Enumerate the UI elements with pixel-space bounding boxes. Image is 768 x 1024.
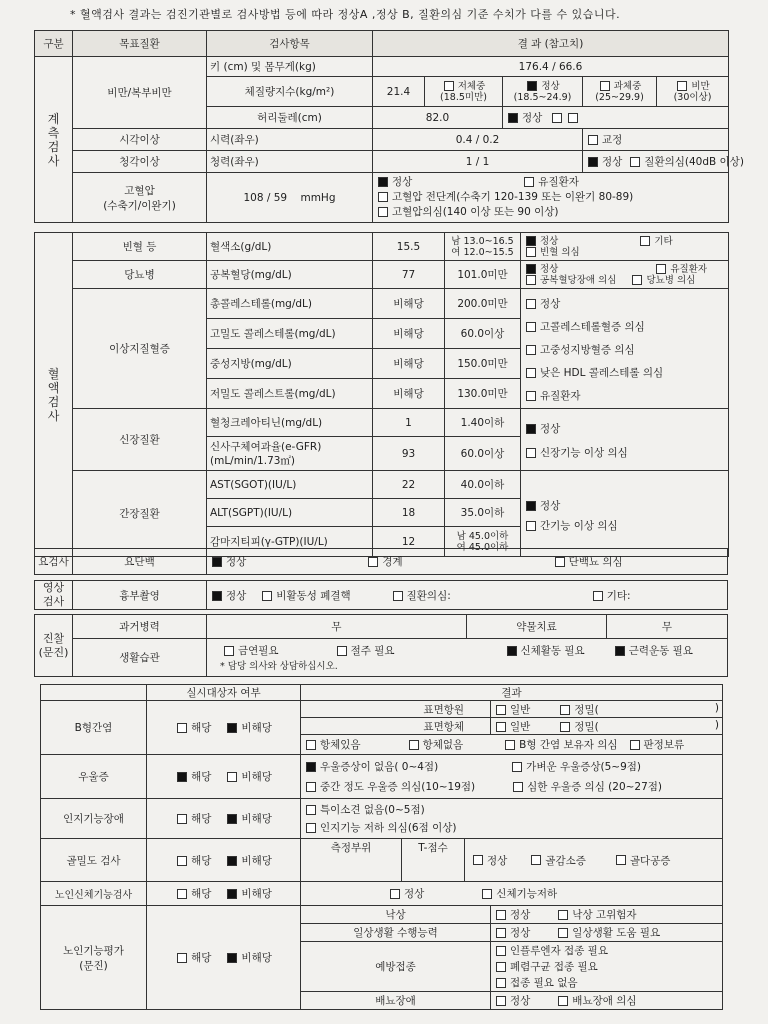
disease-proteinuria: 요단백 bbox=[73, 549, 207, 575]
checkbox[interactable] bbox=[473, 855, 483, 865]
ref-creatinine: 1.40이하 bbox=[445, 409, 521, 437]
checkbox[interactable] bbox=[558, 910, 568, 920]
checkbox[interactable] bbox=[526, 391, 536, 401]
checkbox[interactable] bbox=[640, 236, 650, 246]
lifestyle-options: 금연필요 절주 필요 신체활동 필요 근력운동 필요 * 담당 의사와 상담하십시오. bbox=[207, 639, 728, 677]
disease-chest-xray: 흉부촬영 bbox=[73, 581, 207, 610]
checkbox[interactable] bbox=[630, 157, 640, 167]
checkbox-checked[interactable] bbox=[306, 762, 316, 772]
header-eligibility: 실시대상자 여부 bbox=[147, 685, 301, 701]
checkbox-checked[interactable] bbox=[212, 591, 222, 601]
ref-ldl: 130.0미만 bbox=[445, 379, 521, 409]
vaccination-options: 인플루엔자 접종 필요 폐렴구균 접종 필요 접종 필요 없음 bbox=[491, 942, 723, 992]
value-glucose: 77 bbox=[373, 261, 445, 289]
hbsab-options: 일반 정밀( ) bbox=[491, 718, 723, 735]
checkbox[interactable] bbox=[337, 646, 347, 656]
disease-elderly-physical: 노인신체기능검사 bbox=[41, 882, 147, 906]
checkbox-checked[interactable] bbox=[227, 856, 237, 866]
value-hearing: 1 / 1 bbox=[373, 151, 583, 173]
checkbox-checked[interactable] bbox=[526, 501, 536, 511]
checkbox[interactable] bbox=[555, 557, 565, 567]
checkbox[interactable] bbox=[630, 740, 640, 750]
checkbox[interactable] bbox=[505, 740, 515, 750]
label-total-chol: 총콜레스테롤(mg/dL) bbox=[207, 289, 373, 319]
disease-hepatitis-b: B형간염 bbox=[41, 701, 147, 755]
label-egfr: 신사구체여과율(e-GFR) (mL/min/1.73㎡) bbox=[207, 437, 373, 471]
label-ggt: 감마지티피(γ-GTP)(IU/L) bbox=[207, 527, 373, 557]
hepb-eligibility: 해당 비해당 bbox=[147, 701, 301, 755]
checkbox[interactable] bbox=[524, 177, 534, 187]
value-ldl: 비해당 bbox=[373, 379, 445, 409]
ref-ast: 40.0이하 bbox=[445, 471, 521, 499]
value-bmi: 21.4 bbox=[373, 77, 425, 107]
label-vision: 시력(좌우) bbox=[207, 129, 373, 151]
value-bp: 108 / 59 mmHg bbox=[207, 173, 373, 223]
checkbox[interactable] bbox=[600, 81, 610, 91]
disease-hearing: 청각이상 bbox=[73, 151, 207, 173]
label-vaccination: 예방접종 bbox=[301, 942, 491, 992]
depression-options: 우울증상이 없음( 0~4점) 가벼운 우울증상(5~9점) 중간 정도 우울증 의심(10~19점) 심한 우울증 의심 (20~27점) bbox=[301, 755, 723, 799]
section-blood: 혈액검사 bbox=[35, 233, 73, 557]
anemia-options: 정상 기타 빈혈 의심 bbox=[521, 233, 729, 261]
bmi-normal: 정상 (18.5~24.9) bbox=[503, 77, 583, 107]
label-hdl: 고밀도 콜레스테롤(mg/dL) bbox=[207, 319, 373, 349]
disease-dyslipidemia: 이상지질혈증 bbox=[73, 289, 207, 409]
label-urination: 배뇨장애 bbox=[301, 992, 491, 1010]
checkbox[interactable] bbox=[616, 855, 626, 865]
disease-hypertension: 고혈압 (수축기/이완기) bbox=[73, 173, 207, 223]
hepb-result-options: 항체있음 항체없음 B형 간염 보유자 의심 판정보류 bbox=[301, 735, 723, 755]
checkbox[interactable] bbox=[560, 722, 570, 732]
checkbox-checked[interactable] bbox=[526, 264, 536, 274]
value-hemoglobin: 15.5 bbox=[373, 233, 445, 261]
physical-options: 정상 신체기능저하 bbox=[301, 882, 723, 906]
section-measurement: 계측검사 bbox=[35, 57, 73, 223]
imaging-options: 정상 비활동성 폐결핵 질환의심: 기타: bbox=[207, 581, 728, 610]
label-medication: 약물치료 bbox=[467, 615, 607, 639]
checkbox-checked[interactable] bbox=[507, 646, 517, 656]
checkbox-checked[interactable] bbox=[526, 236, 536, 246]
checkbox-checked[interactable] bbox=[527, 81, 537, 91]
bmi-overweight: 과체중 (25~29.9) bbox=[583, 77, 657, 107]
adl-options: 정상 일상생활 도움 필요 bbox=[491, 924, 723, 942]
value-ast: 22 bbox=[373, 471, 445, 499]
label-ast: AST(SGOT)(IU/L) bbox=[207, 471, 373, 499]
cognitive-options: 특이소견 없음(0~5점) 인지기능 저하 의심(6점 이상) bbox=[301, 799, 723, 839]
checkbox[interactable] bbox=[482, 889, 492, 899]
checkbox-checked[interactable] bbox=[615, 646, 625, 656]
hbsag-options: 일반 정밀( ) bbox=[491, 701, 723, 718]
checkbox[interactable] bbox=[393, 591, 403, 601]
vision-option: 교정 bbox=[583, 129, 729, 151]
bone-options: 정상 골감소증 골다공증 bbox=[465, 839, 722, 881]
checkbox[interactable] bbox=[496, 928, 506, 938]
checkbox[interactable] bbox=[526, 275, 536, 285]
checkbox[interactable] bbox=[526, 368, 536, 378]
header-result: 결 과 (참고치) bbox=[373, 31, 729, 57]
checkbox[interactable] bbox=[177, 953, 187, 963]
checkbox[interactable] bbox=[177, 814, 187, 824]
checkbox[interactable] bbox=[496, 946, 506, 956]
checkbox[interactable] bbox=[378, 207, 388, 217]
kidney-options: 정상 신장기능 이상 의심 bbox=[521, 409, 729, 471]
label-height-weight: 키 (cm) 및 몸무게(kg) bbox=[207, 57, 373, 77]
checkbox[interactable] bbox=[496, 996, 506, 1006]
lipid-options: 정상 고콜레스테롤혈증 의심 고중성지방혈증 의심 낮은 HDL 콜레스테롤 의심 유질환자 bbox=[521, 289, 729, 409]
liver-options: 정상 간기능 이상 의심 bbox=[521, 471, 729, 557]
ref-hemoglobin: 남 13.0~16.5 여 12.0~15.5 bbox=[445, 233, 521, 261]
value-medication: 무 bbox=[607, 615, 728, 639]
checkbox-checked[interactable] bbox=[177, 772, 187, 782]
checkbox[interactable] bbox=[306, 805, 316, 815]
value-waist: 82.0 bbox=[373, 107, 503, 129]
elderly-eligibility: 해당 비해당 bbox=[147, 906, 301, 1010]
checkbox[interactable] bbox=[531, 855, 541, 865]
value-height-weight: 176.4 / 66.6 bbox=[373, 57, 729, 77]
disease-anemia: 빈혈 등 bbox=[73, 233, 207, 261]
bp-options: 정상 유질환자 고혈압 전단계(수축기 120-139 또는 이완기 80-89) 고혈압의심(140 이상 또는 90 이상) bbox=[373, 173, 729, 223]
ref-alt: 35.0이하 bbox=[445, 499, 521, 527]
header-target-disease: 목표질환 bbox=[73, 31, 207, 57]
notice-text: * 혈액검사 결과는 검진기관별로 검사방법 등에 따라 정상A ,정상 B, 질환의심 기준 수치가 다를 수 있습니다. bbox=[70, 8, 621, 21]
checkbox[interactable] bbox=[177, 723, 187, 733]
additional-test-table bbox=[40, 684, 723, 1010]
label-hbsab: 표면항체 bbox=[301, 718, 491, 735]
imaging-table bbox=[34, 580, 728, 610]
disease-vision: 시각이상 bbox=[73, 129, 207, 151]
disease-depression: 우울증 bbox=[41, 755, 147, 799]
disease-obesity: 비만/복부비만 bbox=[73, 57, 207, 129]
checkbox[interactable] bbox=[496, 978, 506, 988]
checkbox[interactable] bbox=[444, 81, 454, 91]
label-measure-site: 측정부위 bbox=[301, 839, 402, 881]
value-egfr: 93 bbox=[373, 437, 445, 471]
header-blank bbox=[41, 685, 147, 701]
checkbox[interactable] bbox=[262, 591, 272, 601]
label-waist: 허리둘레(cm) bbox=[207, 107, 373, 129]
hearing-options: 정상 질환의심(40dB 이상) bbox=[583, 151, 729, 173]
label-t-score: T-점수 bbox=[402, 839, 465, 881]
value-hdl: 비해당 bbox=[373, 319, 445, 349]
label-hearing: 청력(좌우) bbox=[207, 151, 373, 173]
checkbox[interactable] bbox=[177, 856, 187, 866]
header-category: 구분 bbox=[35, 31, 73, 57]
checkbox[interactable] bbox=[526, 322, 536, 332]
checkbox[interactable] bbox=[306, 782, 316, 792]
disease-bone-density: 골밀도 검사 bbox=[41, 839, 147, 882]
consultation-table bbox=[34, 614, 728, 677]
checkbox[interactable] bbox=[378, 192, 388, 202]
value-triglyceride: 비해당 bbox=[373, 349, 445, 379]
urination-options: 정상 배뇨장애 의심 bbox=[491, 992, 723, 1010]
checkbox[interactable] bbox=[656, 264, 666, 274]
disease-elderly-function: 노인기능평가 (문진) bbox=[41, 906, 147, 1010]
checkbox[interactable] bbox=[526, 448, 536, 458]
waist-options: 정상 bbox=[503, 107, 729, 129]
measurement-table bbox=[34, 30, 744, 223]
checkbox[interactable] bbox=[409, 740, 419, 750]
disease-liver: 간장질환 bbox=[73, 471, 207, 557]
bone-result bbox=[301, 839, 723, 882]
label-creatinine: 혈청크레아티닌(mg/dL) bbox=[207, 409, 373, 437]
checkbox[interactable] bbox=[224, 646, 234, 656]
checkbox[interactable] bbox=[496, 962, 506, 972]
label-past-history: 과거병력 bbox=[73, 615, 207, 639]
label-hbsag: 표면항원 bbox=[301, 701, 491, 718]
value-creatinine: 1 bbox=[373, 409, 445, 437]
label-lifestyle: 생활습관 bbox=[73, 639, 207, 677]
section-imaging: 영상검사 bbox=[35, 581, 73, 610]
disease-kidney: 신장질환 bbox=[73, 409, 207, 471]
checkbox[interactable] bbox=[568, 113, 578, 123]
checkbox[interactable] bbox=[632, 275, 642, 285]
physical-eligibility: 해당 비해당 bbox=[147, 882, 301, 906]
section-consultation: 진찰(문진) bbox=[35, 615, 73, 677]
value-ggt: 12 bbox=[373, 527, 445, 557]
label-glucose: 공복혈당(mg/dL) bbox=[207, 261, 373, 289]
checkbox-checked[interactable] bbox=[227, 814, 237, 824]
checkbox-checked[interactable] bbox=[212, 557, 222, 567]
diabetes-options: 정상 유질환자 공복혈당장애 의심 당뇨병 의심 bbox=[521, 261, 729, 289]
bmi-underweight: 저체중 (18.5미만) bbox=[425, 77, 503, 107]
blood-test-table bbox=[34, 232, 729, 557]
urine-options: 정상 경계 단백뇨 의심 bbox=[207, 549, 728, 575]
ref-egfr: 60.0이상 bbox=[445, 437, 521, 471]
checkbox-checked[interactable] bbox=[227, 889, 237, 899]
checkbox[interactable] bbox=[552, 113, 562, 123]
label-bmi: 체질량지수(kg/m²) bbox=[207, 77, 373, 107]
value-alt: 18 bbox=[373, 499, 445, 527]
section-urine: 요검사 bbox=[35, 549, 73, 575]
checkbox-checked[interactable] bbox=[526, 424, 536, 434]
checkbox[interactable] bbox=[227, 772, 237, 782]
checkbox[interactable] bbox=[390, 889, 400, 899]
urine-table bbox=[34, 548, 728, 575]
consult-tip: * 담당 의사와 상담하십시오. bbox=[220, 660, 338, 672]
bmi-obese: 비만 (30이상) bbox=[657, 77, 729, 107]
checkbox[interactable] bbox=[306, 823, 316, 833]
checkbox[interactable] bbox=[526, 299, 536, 309]
checkbox[interactable] bbox=[513, 782, 523, 792]
cognitive-eligibility: 해당 비해당 bbox=[147, 799, 301, 839]
fall-options: 정상 낙상 고위험자 bbox=[491, 906, 723, 924]
label-hemoglobin: 혈색소(g/dL) bbox=[207, 233, 373, 261]
checkbox-checked[interactable] bbox=[227, 953, 237, 963]
checkbox-checked[interactable] bbox=[227, 723, 237, 733]
ref-ggt: 남 45.0이하 여 45.0이하 bbox=[445, 527, 521, 557]
checkbox[interactable] bbox=[677, 81, 687, 91]
checkbox-checked[interactable] bbox=[588, 157, 598, 167]
label-adl: 일상생활 수행능력 bbox=[301, 924, 491, 942]
checkbox[interactable] bbox=[526, 247, 536, 257]
ref-total-chol: 200.0미만 bbox=[445, 289, 521, 319]
value-total-chol: 비해당 bbox=[373, 289, 445, 319]
checkbox[interactable] bbox=[177, 889, 187, 899]
checkbox-checked[interactable] bbox=[378, 177, 388, 187]
checkbox[interactable] bbox=[306, 740, 316, 750]
value-past-history: 무 bbox=[207, 615, 467, 639]
checkbox[interactable] bbox=[558, 996, 568, 1006]
checkbox[interactable] bbox=[526, 345, 536, 355]
depression-eligibility: 해당 비해당 bbox=[147, 755, 301, 799]
checkbox[interactable] bbox=[512, 762, 522, 772]
label-ldl: 저밀도 콜레스트롤(mg/dL) bbox=[207, 379, 373, 409]
header-result-3: 결과 bbox=[301, 685, 723, 701]
bone-eligibility: 해당 비해당 bbox=[147, 839, 301, 882]
checkbox[interactable] bbox=[496, 722, 506, 732]
checkbox[interactable] bbox=[560, 705, 570, 715]
ref-hdl: 60.0이상 bbox=[445, 319, 521, 349]
disease-diabetes: 당뇨병 bbox=[73, 261, 207, 289]
checkbox[interactable] bbox=[368, 557, 378, 567]
checkbox[interactable] bbox=[496, 705, 506, 715]
label-alt: ALT(SGPT)(IU/L) bbox=[207, 499, 373, 527]
checkbox[interactable] bbox=[593, 591, 603, 601]
checkbox[interactable] bbox=[526, 521, 536, 531]
disease-cognitive: 인지기능장애 bbox=[41, 799, 147, 839]
checkbox-checked[interactable] bbox=[508, 113, 518, 123]
checkbox[interactable] bbox=[496, 910, 506, 920]
label-triglyceride: 중성지방(mg/dL) bbox=[207, 349, 373, 379]
checkbox[interactable] bbox=[558, 928, 568, 938]
checkbox[interactable] bbox=[588, 135, 598, 145]
header-test-item: 검사항목 bbox=[207, 31, 373, 57]
ref-triglyceride: 150.0미만 bbox=[445, 349, 521, 379]
label-fall: 낙상 bbox=[301, 906, 491, 924]
ref-glucose: 101.0미만 bbox=[445, 261, 521, 289]
value-vision: 0.4 / 0.2 bbox=[373, 129, 583, 151]
